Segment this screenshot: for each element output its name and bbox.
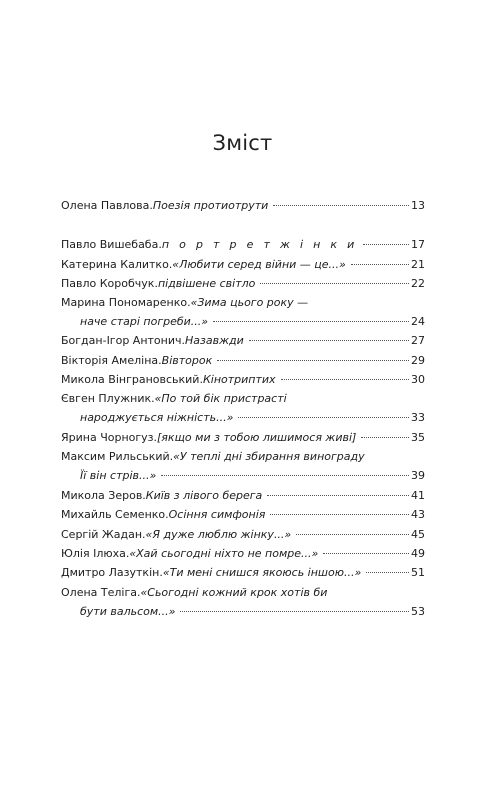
toc-entry [61,371,425,388]
toc-entry [61,332,425,349]
toc-author: Микола Зеров. [61,489,146,502]
toc-page-number: 51 [411,566,425,579]
toc-author: Дмитро Лазуткін. [61,566,163,579]
toc-work-title: Назавжди [185,334,244,347]
toc-page-number: 24 [411,315,425,328]
toc-author: Богдан-Ігор Антонич. [61,334,185,347]
dot-leader [351,264,409,265]
toc-author: Юлія Ілюха. [61,547,130,560]
toc-work-title: «Зима цього року — [190,296,309,309]
toc-work-title-cont: Її він стрів...» [80,469,157,482]
toc-entry [61,584,425,601]
dot-leader [260,283,409,284]
toc-page-number: 30 [411,373,425,386]
toc-page-number: 53 [411,605,425,618]
toc-page-number: 27 [411,334,425,347]
page-title: Зміст [212,131,273,155]
toc-work-title-cont: наче старі погреби...» [80,315,209,328]
toc-work-title: «По той бік пристрасті [154,392,287,405]
dot-leader [273,205,409,206]
toc-work-title: «Сьогодні кожний крок хотів би [140,586,328,599]
toc-work-title: Кінотриптих [202,373,276,386]
toc-author: Олена Павлова. [61,199,153,212]
toc-author: Катерина Калитко. [61,258,173,271]
toc-page-number: 33 [411,411,425,424]
toc-entry [61,487,425,504]
toc-page-number: 35 [411,431,425,444]
toc-page-number: 45 [411,528,425,541]
toc-work-title-cont: бути вальсом...» [80,605,176,618]
toc-work-title: Вівторок [161,354,213,367]
toc-entry [61,526,425,543]
dot-leader [213,321,409,322]
toc-work-title: «Я дуже люблю жінку...» [145,528,292,541]
toc-work-title: підвішене світло [157,277,256,290]
toc-work-title: п о р т р е т ж і н к и [161,238,358,251]
dot-leader [270,514,409,515]
toc-page-number: 13 [411,199,425,212]
toc-work-title: [якщо ми з тобою лишимося живі] [157,431,357,444]
toc-author: Євген Плужник. [61,392,155,405]
toc-page-number: 29 [411,354,425,367]
dot-leader [296,534,409,535]
toc-entry [61,390,425,407]
toc-work-title: «Любити серед війни — це...» [172,258,346,271]
toc-work-title: «Хай сьогодні ніхто не помре...» [129,547,319,560]
toc-page-number: 49 [411,547,425,560]
toc-work-title: «Ти мені снишся якоюсь іншою...» [162,566,362,579]
toc-entry [61,564,425,581]
toc-work-title-cont: народжується ніжність...» [80,411,234,424]
toc-page-number: 43 [411,508,425,521]
toc-entry-continuation [80,603,425,620]
dot-leader [267,495,409,496]
toc-author: Павло Вишебаба. [61,238,162,251]
toc-entry-continuation [80,313,425,330]
toc-author: Максим Рильський. [61,450,174,463]
dot-leader [238,417,409,418]
toc-page-number: 21 [411,258,425,271]
toc-entry-continuation [80,409,425,426]
toc-author: Микола Вінграновський. [61,373,203,386]
toc-page-number: 41 [411,489,425,502]
toc-author: Марина Пономаренко. [61,296,191,309]
toc-entry [61,506,425,523]
toc-work-title: Київ з лівого берега [145,489,263,502]
dot-leader [161,475,409,476]
toc-work-title: Осіння симфонія [168,508,266,521]
toc-entry [61,294,425,311]
dot-leader [323,553,409,554]
dot-leader [281,379,409,380]
toc-page-number: 22 [411,277,425,290]
toc-entry [61,256,425,273]
toc-work-title: Поезія протиотрути [152,199,269,212]
dot-leader [180,611,409,612]
toc-entry [61,236,425,253]
toc-author: Олена Теліга. [61,586,141,599]
toc-author: Ярина Чорногуз. [61,431,158,444]
dot-leader [217,360,409,361]
toc-entry [61,197,425,214]
toc-work-title: «У теплі дні збирання винограду [173,450,365,463]
toc-entry [61,448,425,465]
toc-entry [61,352,425,369]
toc-author: Вікторія Амеліна. [61,354,162,367]
toc-entry-continuation [80,467,425,484]
toc-page-number: 17 [411,238,425,251]
toc-page-number: 39 [411,469,425,482]
dot-leader [361,437,409,438]
toc-entry [61,545,425,562]
dot-leader [249,340,409,341]
toc-author: Павло Коробчук. [61,277,158,290]
dot-leader [366,572,409,573]
toc-author: Сергій Жадан. [61,528,146,541]
toc-author: Михайль Семенко. [61,508,169,521]
toc-entry [61,275,425,292]
dot-leader [363,244,409,245]
toc-entry [61,429,425,446]
